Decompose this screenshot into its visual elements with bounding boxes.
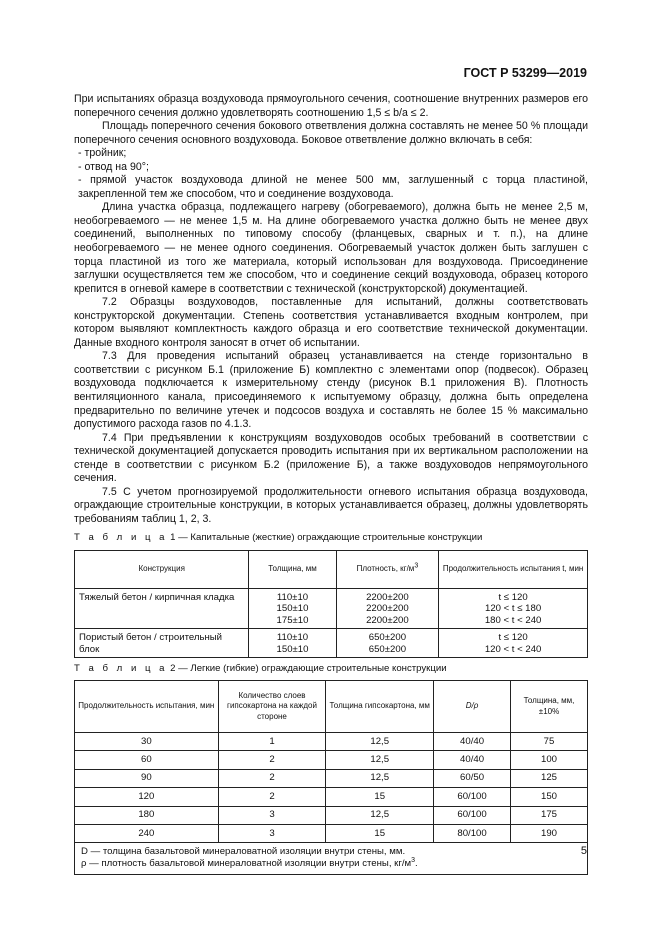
table2-cell: 2 — [218, 751, 326, 769]
table2-cell: 190 — [511, 824, 588, 842]
table1-cell-density — [336, 588, 439, 629]
paragraph: - прямой участок воздуховода длиной не менее 500 мм, заглушенный с торца пластиной, закрепленной тем же способом, что и соединение воздуховода. — [78, 174, 588, 200]
table2-caption-label: Т а б л и ц а — [74, 663, 168, 674]
table1-caption-text: 1 — Капитальные (жесткие) ограждающие строительные конструкции — [167, 531, 483, 543]
table1-cell-line: 150±10 — [276, 603, 309, 614]
table1-cell-thickness — [249, 588, 336, 629]
document-header: ГОСТ Р 53299—2019 — [463, 66, 587, 80]
table1-caption — [74, 532, 588, 544]
table2-row — [75, 806, 588, 824]
table2-cell: 240 — [75, 824, 219, 842]
table1-cell-line: 110±10 — [276, 632, 309, 643]
table1-header-construction: Конструкция — [75, 550, 249, 588]
table1-cell-thickness — [249, 629, 336, 658]
body-text — [74, 93, 588, 527]
paragraph: Площадь поперечного сечения бокового ответвления должна составлять не менее 50 % площади поперечного сечения основного воздуховода. Боковое ответвление должно включать в себя: — [74, 120, 588, 146]
page-number: 5 — [580, 845, 587, 857]
paragraph: 7.3 Для проведения испытаний образец устанавливается на стенде горизонтально в соответствии с рисунком Б.1 (приложение Б) комплектно с элементами опор (подвесок). Образец воздуховода подключается к измерительному стенду (рисунок В.1 приложения В). Плотность вентиляционного канала, присоединяемого к испытуемому образцу, должна быть определена предварительно по величине утечек и подсосов воздуха и составлять не более 15 % максимально допустимого расхода газов по 4.1.3. — [74, 350, 588, 431]
table2-cell: 60/50 — [434, 769, 511, 787]
table1-header-density: Плотность, $кг/м^3$ — [336, 550, 439, 588]
table2 — [74, 680, 588, 875]
table2-cell: 15 — [326, 824, 434, 842]
table1-cell-line: 2200±200 — [366, 603, 409, 614]
table2-notes-row — [75, 843, 588, 875]
table2-cell: 12,5 — [326, 733, 434, 751]
page-content — [74, 93, 588, 875]
table2-row — [75, 824, 588, 842]
table2-row — [75, 733, 588, 751]
table1-row — [75, 629, 588, 658]
table1-cell-line: 180 < t < 240 — [484, 614, 542, 626]
table2-cell: 75 — [511, 733, 588, 751]
table2-cell: 180 — [75, 806, 219, 824]
table2-note-rho: ρ — плотность базальтовой минераловатной изоляции внутри стены, $кг/м^3$. — [81, 857, 418, 870]
table2-cell: 40/40 — [434, 751, 511, 769]
paragraph: 7.5 С учетом прогнозируемой продолжительности огневого испытания образца воздуховода, ограждающие строительные конструкции, в которых устанавливается образец, должны удовлетворять требованиям таблиц 1, 2, 3. — [74, 485, 588, 525]
table1-cell-construction: Тяжелый бетон / кирпичная кладка — [75, 588, 249, 629]
table2-cell: 125 — [511, 769, 588, 787]
table2-header-row — [75, 681, 588, 733]
table1-cell-duration — [439, 588, 588, 629]
paragraph: 7.2 Образцы воздуховодов, поставленные для испытаний, должны соответствовать конструкторской документации. Степень соответствия устанавливается входным контролем, при котором выявляют комплектность каждого образца и его соответствие технической документации. Данные входного контроля заносят в отчет об испытании. — [74, 296, 588, 349]
table2-cell: 15 — [326, 788, 434, 806]
table1-cell-line: 650±200 — [368, 643, 407, 655]
table2-cell: 2 — [218, 788, 326, 806]
table2-cell: 100 — [511, 751, 588, 769]
table2-header-thickness: Толщина, мм, ±10% — [511, 681, 588, 733]
table1-header-row — [75, 550, 588, 588]
table2-header-duration: Продолжительность испытания, мин — [75, 681, 219, 733]
table2-cell: 12,5 — [326, 751, 434, 769]
table2-cell: 60/100 — [434, 788, 511, 806]
table2-header-layers: Количество слоев гипсокартона на каждой стороне — [218, 681, 326, 733]
table1-row — [75, 588, 588, 629]
table2-cell: 3 — [218, 806, 326, 824]
table2-note-d: D — толщина базальтовой минераловатной изоляции внутри стены, мм. — [81, 846, 406, 858]
table2-cell: 150 — [511, 788, 588, 806]
table1-cell-line: 650±200 — [368, 632, 407, 643]
table1-cell-duration — [439, 629, 588, 658]
table1-cell-density — [336, 629, 439, 658]
table2-cell: 90 — [75, 769, 219, 787]
table2-cell: 60 — [75, 751, 219, 769]
table2-cell: 2 — [218, 769, 326, 787]
table2-header-d-rho: D/ρ — [434, 681, 511, 733]
paragraph: 7.4 При предъявлении к конструкциям воздуховодов особых требований в соответствии с технической документацией допускается проводить испытания при их вертикальном расположении на стенде в соответствии с рисунком Б.2 (приложение Б), а также воздуховодов непрямоугольного сечения. — [74, 431, 588, 485]
table1-cell-line: 110±10 — [276, 591, 309, 603]
table2-cell: 1 — [218, 733, 326, 751]
table1-header-duration: Продолжительность испытания t, мин — [439, 550, 588, 588]
table2-header-board-thickness: Толщина гипсокартона, мм — [326, 681, 434, 733]
table2-cell: 30 — [75, 733, 219, 751]
table2-cell: 175 — [511, 806, 588, 824]
table1-cell-line: t ≤ 120 — [498, 591, 528, 603]
table2-row — [75, 751, 588, 769]
table2-cell: 120 — [75, 788, 219, 806]
table1-caption-label: Т а б л и ц а — [74, 531, 168, 543]
table2-cell: 3 — [218, 824, 326, 842]
table2-row — [75, 788, 588, 806]
table1-cell-line: 2200±200 — [366, 614, 409, 626]
table2-row — [75, 769, 588, 787]
table2-notes — [75, 843, 588, 875]
table1-cell-line: t ≤ 120 — [498, 632, 528, 643]
table1-cell-line: 2200±200 — [366, 591, 409, 603]
table2-cell: 80/100 — [434, 824, 511, 842]
table2-cell: 40/40 — [434, 733, 511, 751]
paragraph: Длина участка образца, подлежащего нагреву (обогреваемого), должна быть не менее 2,5 м, необогреваемого — не менее 1,5 м. На длине обогреваемого участка должно быть не менее двух соединений, выполненных по типовому способу (фланцевых, сварных и т. п.), на длине необогреваемого — не менее одного соединения. Обогреваемый участок должен быть заглушен с торца пластиной из того же материала, который использован для воздуховода. Присоединение заглушки осуществляется тем же способом, что и соединение секций воздуховода, образец которого крепится в огневой камере в соответствии с технической (конструкторской) документацией. — [74, 201, 588, 295]
table2-caption-text: 2 — Легкие (гибкие) ограждающие строительные конструкции — [167, 663, 447, 674]
table2-cell: 12,5 — [326, 806, 434, 824]
table2-cell: 60/100 — [434, 806, 511, 824]
table2-caption — [74, 663, 588, 675]
table1-cell-line: 150±10 — [276, 643, 309, 655]
paragraph: - тройник; — [78, 147, 127, 160]
table1 — [74, 550, 588, 659]
table2-cell: 12,5 — [326, 769, 434, 787]
table1-cell-line: 175±10 — [276, 614, 309, 626]
paragraph: При испытаниях образца воздуховода прямоугольного сечения, соотношение внутренних размеров его поперечного сечения должно удовлетворять соотношению 1,5 ≤ b/a ≤ 2. — [74, 93, 588, 119]
table1-header-thickness: Толщина, мм — [249, 550, 336, 588]
table1-cell-line: 120 < t < 240 — [484, 643, 542, 655]
paragraph: - отвод на 90°; — [78, 160, 149, 173]
table1-cell-line: 120 < t ≤ 180 — [484, 603, 542, 614]
table1-cell-construction: Пористый бетон / строительный блок — [75, 629, 249, 658]
